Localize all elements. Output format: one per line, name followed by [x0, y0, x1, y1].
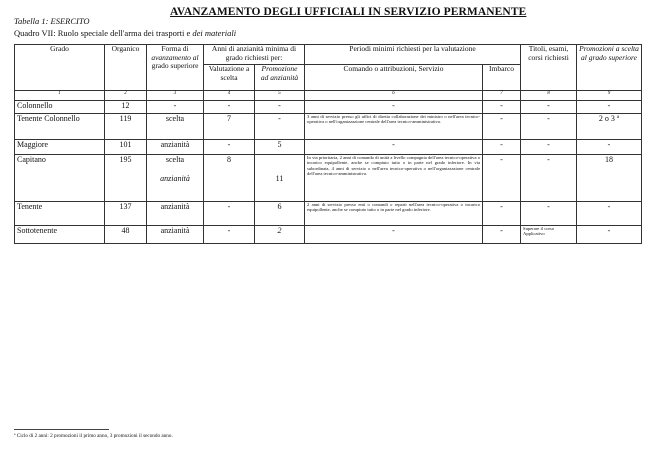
- table-row: [15, 155, 642, 202]
- cell-grado: Capitano: [15, 155, 105, 202]
- cell-titoli: -: [521, 114, 577, 140]
- cell-organico: 101: [105, 140, 147, 155]
- cell-promozioni: -: [577, 226, 642, 244]
- table-row: [15, 140, 642, 155]
- cell-valutazione: 8: [204, 155, 255, 202]
- cell-comando: -: [305, 226, 483, 244]
- header-valutazione: Valutazione a scelta: [204, 65, 255, 91]
- promozione-value: 11: [275, 174, 284, 183]
- cell-organico: 195: [105, 155, 147, 202]
- forma-anzianita: anzianità: [160, 174, 190, 184]
- cell-titoli: -: [521, 155, 577, 202]
- header-periodi-group: Periodi minimi richiesti per la valutazione: [305, 45, 521, 65]
- cell-imbarco: -: [483, 202, 521, 226]
- cell-titoli: Superare il corso Applicativo: [521, 226, 577, 244]
- column-number: 2: [105, 91, 147, 101]
- header-organico: Organico: [105, 45, 147, 91]
- cell-grado: Tenente: [15, 202, 105, 226]
- cell-forma: anzianità: [147, 202, 204, 226]
- header-forma: [147, 45, 204, 91]
- cell-imbarco: -: [483, 155, 521, 202]
- header-titoli: Titoli, esami, corsi richiesti: [521, 45, 577, 91]
- cell-promozioni: -: [577, 101, 642, 114]
- column-number: 6: [305, 91, 483, 101]
- cell-promozioni: 2 o 3 ª: [577, 114, 642, 140]
- table-row: [15, 101, 642, 114]
- cell-valutazione: 7: [204, 114, 255, 140]
- header-comando: Comando o attribuzioni, Servizio: [305, 65, 483, 91]
- table-row: [15, 114, 642, 140]
- cell-organico: 137: [105, 202, 147, 226]
- quadro-caption: [14, 28, 236, 38]
- column-number: 7: [483, 91, 521, 101]
- footnote-rule: [14, 429, 109, 430]
- cell-organico: 48: [105, 226, 147, 244]
- cell-imbarco: -: [483, 114, 521, 140]
- cell-valutazione: -: [204, 202, 255, 226]
- cell-forma: scelta: [147, 114, 204, 140]
- cell-promozioni: -: [577, 202, 642, 226]
- header-anni-group: Anni di anzianità minima di grado richiesti per:: [204, 45, 305, 65]
- header-imbarco: Imbarco: [483, 65, 521, 91]
- column-number: 4: [204, 91, 255, 101]
- advancement-table: [14, 44, 642, 244]
- cell-promozione: -: [255, 101, 305, 114]
- cell-promozione: 5: [255, 140, 305, 155]
- header-forma-line3: grado superiore: [151, 61, 199, 71]
- cell-imbarco: -: [483, 226, 521, 244]
- quadro-italic: dei materiali: [192, 28, 237, 38]
- header-forma-line1: Forma di: [161, 44, 189, 53]
- footnote: ª Ciclo di 2 anni: 2 promozioni il primo anno, 3 promozioni il secondo anno.: [14, 433, 173, 439]
- cell-comando: 3 anni di servizio presso gli uffici di diretta collaborazione dei ministro o nell'area tecnico-operativa o nell'organizzazione centrale dell'area tecnico-amministrativa.: [305, 114, 483, 140]
- column-number: 9: [577, 91, 642, 101]
- cell-imbarco: -: [483, 101, 521, 114]
- cell-valutazione: -: [204, 101, 255, 114]
- cell-valutazione: -: [204, 140, 255, 155]
- cell-titoli: -: [521, 101, 577, 114]
- cell-forma: [147, 155, 204, 202]
- header-grado: Grado: [15, 45, 105, 91]
- cell-organico: 12: [105, 101, 147, 114]
- header-promozione: Promozione ad anzianità: [255, 65, 305, 91]
- cell-promozione: -: [255, 114, 305, 140]
- column-number: 3: [147, 91, 204, 101]
- cell-comando: -: [305, 101, 483, 114]
- cell-forma: anzianità: [147, 226, 204, 244]
- cell-promozione: [255, 155, 305, 202]
- table-row: [15, 202, 642, 226]
- cell-comando: -: [305, 140, 483, 155]
- cell-comando: 2 anni di servizio presso enti o comandi o reparti nell'area tecnico-operativa o incarico equipollente, anche se compiuto tutto o in parte nel grado inferiore.: [305, 202, 483, 226]
- header-promozioni-scelta: Promozioni a scelta al grado superiore: [577, 45, 642, 91]
- cell-promozione: 2: [255, 226, 305, 244]
- cell-promozioni: -: [577, 140, 642, 155]
- cell-imbarco: -: [483, 140, 521, 155]
- column-number: 1: [15, 91, 105, 101]
- page-title: AVANZAMENTO DEGLI UFFICIALI IN SERVIZIO PERMANENTE: [170, 6, 527, 18]
- cell-forma: -: [147, 101, 204, 114]
- table-caption: Tabella 1: ESERCITO: [14, 16, 90, 26]
- cell-grado: Colonnello: [15, 101, 105, 114]
- cell-grado: Sottotenente: [15, 226, 105, 244]
- cell-grado: Maggiore: [15, 140, 105, 155]
- cell-promozioni: 18: [577, 155, 642, 202]
- header-forma-line2: avanzamento al: [151, 52, 199, 62]
- quadro-prefix: Quadro VII: Ruolo speciale dell'arma dei trasporti e: [14, 28, 191, 38]
- forma-scelta: scelta: [165, 155, 185, 164]
- cell-titoli: -: [521, 140, 577, 155]
- cell-promozione: 6: [255, 202, 305, 226]
- cell-grado: Tenente Colonnello: [15, 114, 105, 140]
- cell-valutazione: -: [204, 226, 255, 244]
- cell-titoli: -: [521, 202, 577, 226]
- table-row: [15, 226, 642, 244]
- column-number: 5: [255, 91, 305, 101]
- cell-comando: In via prioritaria, 2 anni di comando di unità a livello compagnia dell'area tecnico-operativa o incarico equipollente, anche se compiuto tutto o in parte nel grado inferiore. In via subordinata, 4 anni di servizio o nell'area tecnico-operativa o nell'organizzazione centrale dell'area tecnico-amministrativa.: [305, 155, 483, 202]
- column-number: 8: [521, 91, 577, 101]
- cell-forma: anzianità: [147, 140, 204, 155]
- cell-organico: 119: [105, 114, 147, 140]
